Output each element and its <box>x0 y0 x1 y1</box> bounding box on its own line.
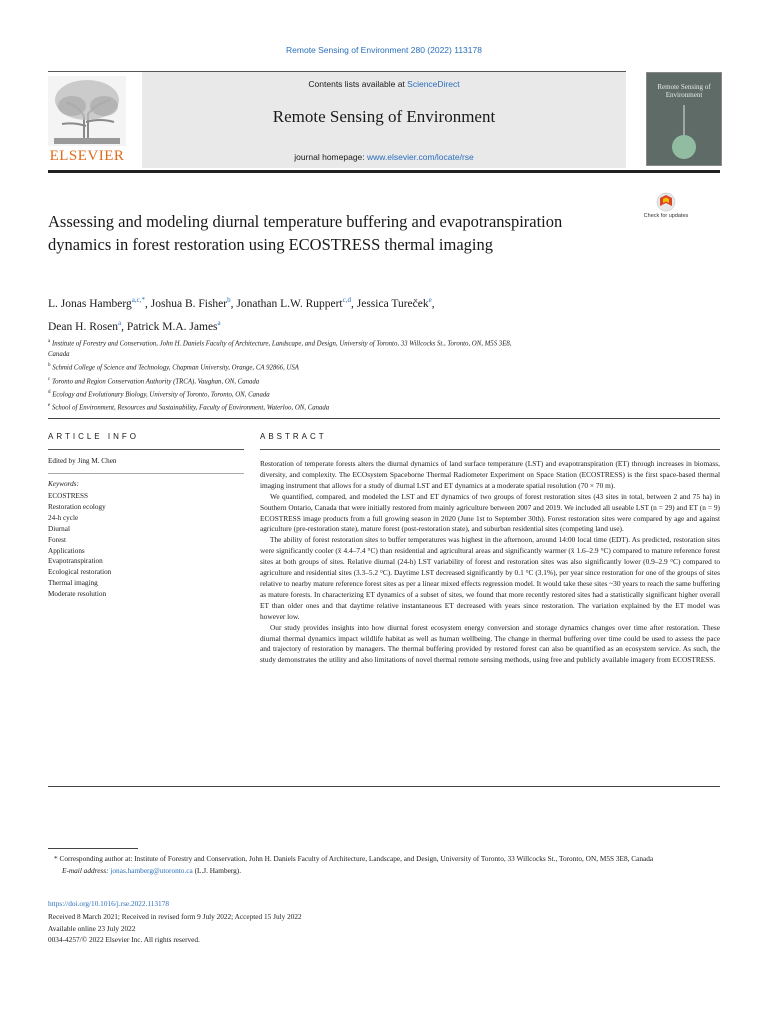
keywords-list <box>48 491 111 600</box>
keyword: Applications <box>48 546 85 555</box>
affiliation-marker: a <box>48 339 51 344</box>
journal-cover-thumbnail <box>646 72 722 166</box>
keywords-heading: Keywords: <box>48 480 79 488</box>
keyword: 24-h cycle <box>48 513 79 522</box>
edited-by: Edited by Jing M. Chen <box>48 457 117 465</box>
affiliation-marker: c <box>48 376 51 382</box>
author-name[interactable]: Patrick M.A. James <box>126 320 218 333</box>
abstract-paragraph: Our study provides insights into how diurnal forest ecosystem energy conversion and storage dynamics changes over time after restoration. These diurnal thermal dynamics impact wildlife habitat as well as human wellbeing. The change in thermal buffering over time could be used to assess the pace and trajectory of restoration by managers. The thermal buffering provided by restored forest can also be quantified as an ecosystem service. As such, the study demonstrates the utility and also limitations of novel thermal remote sensing methods, using free and publicly available imagery from ECOSTRESS. <box>260 622 720 665</box>
section-rule <box>48 418 720 419</box>
email-link[interactable]: jonas.hamberg@utoronto.ca <box>110 865 193 875</box>
author-name[interactable]: Jonathan L.W. Ruppert <box>236 297 343 310</box>
contents-prefix: Contents lists available at <box>308 79 408 89</box>
received-dates: Received 8 March 2021; Received in revised form 9 July 2022; Accepted 15 July 2022 <box>48 912 302 921</box>
author-affiliation-marker[interactable]: c,d <box>342 296 351 304</box>
affiliation <box>48 349 688 360</box>
author-separator: , <box>431 297 435 310</box>
abstract-paragraph: The ability of forest restoration sites to buffer temperatures was highest in the afternoon, around 14:00 local time (EDT). As predicted, restoration sites were significantly cooler (x̄ 4.4–7.4 °C) than residential and agricultural areas and significantly warmer (x̄ 1.6–2.9 °C) compared to mature reference forest sites at both groups of sites. Relative diurnal (24-h) LST variability of forest and restoration sites was also significantly lower (0.9–2.9 °C) compared to agriculture and residential sites (3.3–5.2 °C). Daytime LST decreased significantly by 0.1 °C (3.1%), per year since restoration for one of the groups of sites relative to nearby mature reference forest sites as per a linear mixed effects regression model. It would take these sites ~30 years to reach the same buffering as mature forests. In characterizing ET dynamics of a subset of sites, we found that more recently restored sites had a statistically significant higher overall ET than older ones and that daytime relative instantaneous ET decreased with years since restoration. The variation explained by the ET model was however low. <box>260 535 720 621</box>
affiliations <box>48 336 688 413</box>
publisher-wordmark: ELSEVIER <box>49 148 125 164</box>
author-affiliation-marker[interactable]: a,c,* <box>131 296 146 304</box>
affiliation-marker: b <box>48 363 51 369</box>
affiliation-text: School of Environment, Resources and Sustainability, Faculty of Environment, Waterloo, ON, Canada <box>51 404 330 412</box>
keyword: Evapotranspiration <box>48 557 103 566</box>
top-citation[interactable]: Remote Sensing of Environment 280 (2022) 113178 <box>286 45 482 55</box>
keyword: Restoration ecology <box>48 502 106 511</box>
author-affiliation-marker[interactable]: e <box>428 296 432 304</box>
check-for-updates-label[interactable]: Check for updates <box>643 213 689 219</box>
author-affiliation-marker[interactable]: a <box>117 318 122 327</box>
affiliation <box>48 336 688 349</box>
abstract-body <box>260 459 720 666</box>
article-title: Assessing and modeling diurnal temperature buffering and evapotranspiration dynamics in forest restoration using ECOSTRESS thermal imaging <box>48 212 563 254</box>
author-separator: , <box>230 297 237 310</box>
article-info-heading: ARTICLE INFO <box>48 432 139 441</box>
affiliation-text: Ecology and Evolutionary Biology, University of Toronto, Toronto, ON, Canada <box>52 391 270 399</box>
affiliation-text: Institute of Forestry and Conservation, John H. Daniels Faculty of Architecture, Landscape, and Design, University of Toronto, 33 Willcocks St., Toronto, ON, M5S 3E8, <box>51 340 512 348</box>
author-name[interactable]: Jessica Tureček <box>356 297 429 310</box>
affiliation <box>48 360 688 373</box>
abstract-paragraph: We quantified, compared, and modeled the LST and ET dynamics of two groups of forest restoration sites (43 sites in total, between 2 and 75 ha) in Southern Ontario, Canada that were initially restored from mainly agriculture between 2007 and 2019. We included all useable LST (n = 29) and ET (n = 9) ECOSTRESS image products from a full growing season in 2020 (June 1st to September 30th). Forest restoration sites were compared by age and against agriculture (pre-restoration state), mature forest (post-restoration state), and suburban residential sites (competing land use). <box>260 491 720 534</box>
keyword: Ecological restoration <box>48 568 112 577</box>
available-online: Available online 23 July 2022 <box>48 923 136 933</box>
header-bottom-rule <box>48 170 720 173</box>
author-separator: , <box>145 297 151 310</box>
keyword: Forest <box>48 535 66 544</box>
affiliation-text: Canada <box>48 351 70 359</box>
affiliation <box>48 387 688 400</box>
author-list <box>48 291 648 337</box>
corresponding-author-note: * Corresponding author at: Institute of Forestry and Conservation, John H. Daniels Faculty of Architecture, Landscape, and Design, University of Toronto, 33 Willcocks St., Toronto, ON, M5S 3E8, Canada <box>54 854 654 863</box>
keyword: Moderate resolution <box>48 590 107 599</box>
check-for-updates-icon[interactable] <box>646 192 686 232</box>
homepage-link[interactable]: www.elsevier.com/locate/rse <box>367 152 474 162</box>
sciencedirect-link[interactable]: ScienceDirect <box>407 79 460 89</box>
affiliation-marker: d <box>48 389 51 395</box>
email-suffix: (L.J. Hamberg). <box>192 865 242 875</box>
author-affiliation-marker[interactable]: a <box>217 318 221 327</box>
doi-link[interactable]: https://doi.org/10.1016/j.rse.2022.113178 <box>48 899 170 908</box>
homepage-line <box>142 152 626 162</box>
author-name[interactable]: Joshua B. Fisher <box>150 297 228 310</box>
author-affiliation-marker[interactable]: b <box>227 296 231 304</box>
footnote-rule <box>48 848 138 849</box>
affiliation <box>48 400 688 413</box>
email-label: E-mail address: <box>62 865 111 875</box>
keyword: ECOSTRESS <box>48 492 88 500</box>
keyword: Diurnal <box>48 524 70 533</box>
journal-title: Remote Sensing of Environment <box>272 107 496 126</box>
affiliation-text: Schmid College of Science and Technology, Chapman University, Orange, CA 92866, USA <box>52 364 299 372</box>
author-separator: , <box>351 297 357 310</box>
cover-artwork-icon <box>647 73 721 165</box>
publication-dates <box>48 911 302 946</box>
abstract-rule <box>260 449 720 450</box>
copyright: 0034-4257/© 2022 Elsevier Inc. All rights reserved. <box>48 935 200 944</box>
cover-title: Remote Sensing of Environment <box>657 83 711 99</box>
footnotes <box>48 853 720 876</box>
homepage-prefix: journal homepage: <box>294 152 367 162</box>
email-line <box>48 865 720 877</box>
author-name[interactable]: Dean H. Rosen <box>48 320 118 333</box>
author-name[interactable]: L. Jonas Hamberg <box>48 297 132 310</box>
abstract-heading: ABSTRACT <box>260 432 327 441</box>
abstract-paragraph: Restoration of temperate forests alters the diurnal dynamics of land surface temperature (LST) and evapotranspiration (ET) through increases in biomass, diversity, and complexity. The ECOsystem Spaceborne Thermal Radiometer Experiment on Space Station (ECOSTRESS) is the first space-based thermal imaging instrument that allows for a study of diurnal LST and ET dynamics at a moderate spatial resolution (70 × 70 m). <box>260 459 720 490</box>
abstract-bottom-rule <box>48 786 720 787</box>
affiliation <box>48 374 688 387</box>
affiliation-text: Toronto and Region Conservation Authority (TRCA), Vaughan, ON, Canada <box>51 377 260 385</box>
article-info-rule-2 <box>48 473 244 474</box>
author-separator: , <box>121 320 127 333</box>
keyword: Thermal imaging <box>48 579 98 588</box>
affiliation-marker: e <box>48 403 51 409</box>
article-info-rule <box>48 449 244 450</box>
contents-line <box>142 79 626 89</box>
